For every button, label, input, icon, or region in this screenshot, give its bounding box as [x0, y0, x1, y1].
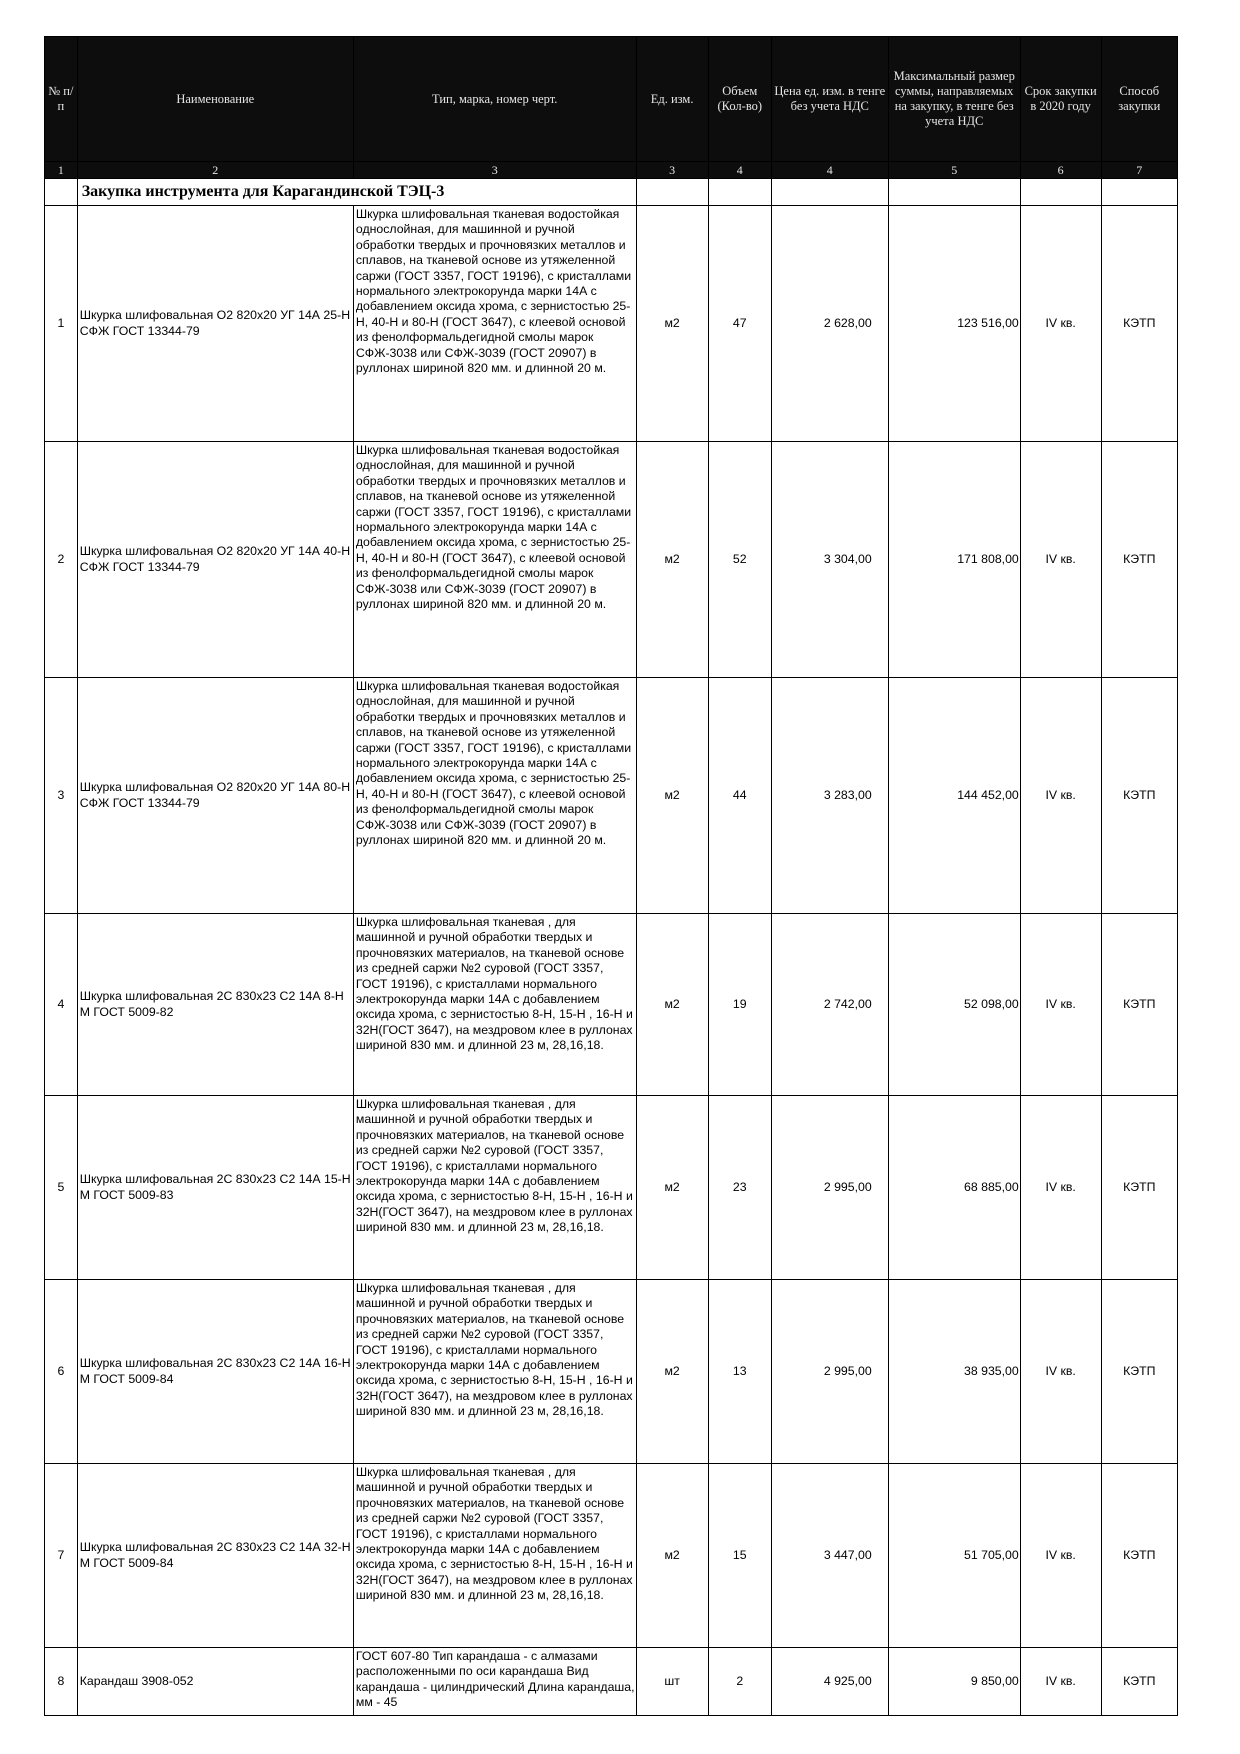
row-number: 6	[45, 1280, 78, 1464]
item-description: Шкурка шлифовальная тканевая водостойкая однослойная, для машинной и ручной обработки твердых и прочновязких металлов и сплавов, на тканевой основе из утяжеленной саржи (ГОСТ 3357, ГОСТ 19196), с кристаллами нормального электрокорунда марки 14А с добавлением оксида хрома, с зернистостью 25-Н, 40-Н и 80-Н (ГОСТ 3647), с клеевой основой из фенолформальдегидной смолы марок СФЖ-3038 или СФЖ-3039 (ГОСТ 20907) в руллонах шириной 820 мм. и длинной 20 м.	[353, 206, 636, 442]
item-price: 2 995,00	[771, 1096, 888, 1280]
header-cell-type: Тип, марка, номер черт.	[353, 37, 636, 162]
section-spacer	[1020, 179, 1101, 206]
item-description: Шкурка шлифовальная тканевая , для машинной и ручной обработки твердых и прочновязких материалов, на тканевой основе из средней саржи №2 суровой (ГОСТ 3357, ГОСТ 19196), с кристаллами нормального электрокорунда марки 14А с добавлением оксида хрома, с зернистостью 8-Н, 15-Н , 16-Н и 32Н(ГОСТ 3647), на мездровом клее в руллонах шириной 830 мм. и длинной 23 м, 28,16,18.	[353, 1464, 636, 1648]
item-price: 4 925,00	[771, 1648, 888, 1716]
table-row	[45, 206, 1178, 442]
column-number: 3	[636, 162, 708, 179]
item-method: КЭТП	[1101, 678, 1177, 914]
item-price: 2 995,00	[771, 1280, 888, 1464]
section-spacer	[636, 179, 708, 206]
item-term: IV кв.	[1020, 1280, 1101, 1464]
item-unit: м2	[636, 206, 708, 442]
row-number: 7	[45, 1464, 78, 1648]
item-price: 3 283,00	[771, 678, 888, 914]
item-method: КЭТП	[1101, 1464, 1177, 1648]
section-spacer	[45, 179, 78, 206]
item-description: Шкурка шлифовальная тканевая , для машинной и ручной обработки твердых и прочновязких материалов, на тканевой основе из средней саржи №2 суровой (ГОСТ 3357, ГОСТ 19196), с кристаллами нормального электрокорунда марки 14А с добавлением оксида хрома, с зернистостью 8-Н, 15-Н , 16-Н и 32Н(ГОСТ 3647), на мездровом клее в руллонах шириной 830 мм. и длинной 23 м, 28,16,18.	[353, 1280, 636, 1464]
header-cell-number: № п/п	[45, 37, 78, 162]
item-price: 2 742,00	[771, 914, 888, 1096]
item-sum: 123 516,00	[888, 206, 1020, 442]
header-cell-unit: Ед. изм.	[636, 37, 708, 162]
item-term: IV кв.	[1020, 1096, 1101, 1280]
item-quantity: 2	[708, 1648, 771, 1716]
header-cell-method: Способ закупки	[1101, 37, 1177, 162]
item-unit: м2	[636, 678, 708, 914]
header-cell-name: Наименование	[77, 37, 353, 162]
column-number: 6	[1020, 162, 1101, 179]
row-number: 5	[45, 1096, 78, 1280]
section-title: Закупка инструмента для Карагандинской ТЭЦ-3	[77, 179, 636, 206]
row-number: 3	[45, 678, 78, 914]
item-unit: м2	[636, 1464, 708, 1648]
row-number: 1	[45, 206, 78, 442]
item-price: 3 447,00	[771, 1464, 888, 1648]
row-number: 2	[45, 442, 78, 678]
item-name: Шкурка шлифовальная 2С 830х23 С2 14А 32-Н М ГОСТ 5009-84	[77, 1464, 353, 1648]
row-number: 4	[45, 914, 78, 1096]
item-quantity: 15	[708, 1464, 771, 1648]
table-row	[45, 1096, 1178, 1280]
table-row	[45, 678, 1178, 914]
table-row	[45, 914, 1178, 1096]
column-number: 1	[45, 162, 78, 179]
table-row	[45, 1464, 1178, 1648]
table-row	[45, 1648, 1178, 1716]
procurement-sheet	[44, 36, 1178, 1716]
item-sum: 171 808,00	[888, 442, 1020, 678]
row-number: 8	[45, 1648, 78, 1716]
item-quantity: 19	[708, 914, 771, 1096]
item-sum: 9 850,00	[888, 1648, 1020, 1716]
column-number: 5	[888, 162, 1020, 179]
item-price: 2 628,00	[771, 206, 888, 442]
item-name: Карандаш 3908-052	[77, 1648, 353, 1716]
item-term: IV кв.	[1020, 914, 1101, 1096]
item-description: Шкурка шлифовальная тканевая водостойкая однослойная, для машинной и ручной обработки твердых и прочновязких металлов и сплавов, на тканевой основе из утяжеленной саржи (ГОСТ 3357, ГОСТ 19196), с кристаллами нормального электрокорунда марки 14А с добавлением оксида хрома, с зернистостью 25-Н, 40-Н и 80-Н (ГОСТ 3647), с клеевой основой из фенолформальдегидной смолы марок СФЖ-3038 или СФЖ-3039 (ГОСТ 20907) в руллонах шириной 820 мм. и длинной 20 м.	[353, 442, 636, 678]
header-cell-price: Цена ед. изм. в тенге без учета НДС	[771, 37, 888, 162]
item-quantity: 44	[708, 678, 771, 914]
item-name: Шкурка шлифовальная О2 820х20 УГ 14А 25-Н СФЖ ГОСТ 13344-79	[77, 206, 353, 442]
item-sum: 52 098,00	[888, 914, 1020, 1096]
item-term: IV кв.	[1020, 206, 1101, 442]
item-price: 3 304,00	[771, 442, 888, 678]
item-unit: м2	[636, 442, 708, 678]
procurement-table	[44, 36, 1178, 1716]
item-description: ГОСТ 607-80 Тип карандаша - с алмазами расположенными по оси карандаша Вид карандаша - цилиндрический Длина карандаша, мм - 45	[353, 1648, 636, 1716]
item-term: IV кв.	[1020, 1648, 1101, 1716]
item-quantity: 13	[708, 1280, 771, 1464]
column-number: 4	[708, 162, 771, 179]
section-spacer	[1101, 179, 1177, 206]
item-unit: м2	[636, 1280, 708, 1464]
item-description: Шкурка шлифовальная тканевая , для машинной и ручной обработки твердых и прочновязких материалов, на тканевой основе из средней саржи №2 суровой (ГОСТ 3357, ГОСТ 19196), с кристаллами нормального электрокорунда марки 14А с добавлением оксида хрома, с зернистостью 8-Н, 15-Н , 16-Н и 32Н(ГОСТ 3647), на мездровом клее в руллонах шириной 830 мм. и длинной 23 м, 28,16,18.	[353, 914, 636, 1096]
section-spacer	[708, 179, 771, 206]
section-row	[45, 179, 1178, 206]
item-method: КЭТП	[1101, 442, 1177, 678]
column-number: 4	[771, 162, 888, 179]
header-cell-max-sum: Максимальный размер суммы, направляемых на закупку, в тенге без учета НДС	[888, 37, 1020, 162]
item-method: КЭТП	[1101, 914, 1177, 1096]
section-spacer	[888, 179, 1020, 206]
item-method: КЭТП	[1101, 206, 1177, 442]
item-name: Шкурка шлифовальная 2С 830х23 С2 14А 8-Н М ГОСТ 5009-82	[77, 914, 353, 1096]
item-quantity: 47	[708, 206, 771, 442]
item-description: Шкурка шлифовальная тканевая водостойкая однослойная, для машинной и ручной обработки твердых и прочновязких металлов и сплавов, на тканевой основе из утяжеленной саржи (ГОСТ 3357, ГОСТ 19196), с кристаллами нормального электрокорунда марки 14А с добавлением оксида хрома, с зернистостью 25-Н, 40-Н и 80-Н (ГОСТ 3647), с клеевой основой из фенолформальдегидной смолы марок СФЖ-3038 или СФЖ-3039 (ГОСТ 20907) в руллонах шириной 820 мм. и длинной 20 м.	[353, 678, 636, 914]
item-term: IV кв.	[1020, 678, 1101, 914]
item-sum: 144 452,00	[888, 678, 1020, 914]
table-row	[45, 442, 1178, 678]
header-cell-quantity: Объем (Кол-во)	[708, 37, 771, 162]
header-cell-term: Срок закупки в 2020 году	[1020, 37, 1101, 162]
item-name: Шкурка шлифовальная О2 820х20 УГ 14А 40-Н СФЖ ГОСТ 13344-79	[77, 442, 353, 678]
item-unit: шт	[636, 1648, 708, 1716]
item-term: IV кв.	[1020, 1464, 1101, 1648]
item-unit: м2	[636, 1096, 708, 1280]
item-name: Шкурка шлифовальная 2С 830х23 С2 14А 15-Н М ГОСТ 5009-83	[77, 1096, 353, 1280]
header-row	[45, 37, 1178, 162]
column-number: 7	[1101, 162, 1177, 179]
item-quantity: 23	[708, 1096, 771, 1280]
section-spacer	[771, 179, 888, 206]
item-sum: 51 705,00	[888, 1464, 1020, 1648]
column-number-row	[45, 162, 1178, 179]
item-method: КЭТП	[1101, 1280, 1177, 1464]
item-quantity: 52	[708, 442, 771, 678]
item-sum: 38 935,00	[888, 1280, 1020, 1464]
item-name: Шкурка шлифовальная О2 820х20 УГ 14А 80-Н СФЖ ГОСТ 13344-79	[77, 678, 353, 914]
item-term: IV кв.	[1020, 442, 1101, 678]
item-sum: 68 885,00	[888, 1096, 1020, 1280]
column-number: 3	[353, 162, 636, 179]
item-method: КЭТП	[1101, 1648, 1177, 1716]
table-row	[45, 1280, 1178, 1464]
item-name: Шкурка шлифовальная 2С 830х23 С2 14А 16-Н М ГОСТ 5009-84	[77, 1280, 353, 1464]
item-unit: м2	[636, 914, 708, 1096]
column-number: 2	[77, 162, 353, 179]
item-method: КЭТП	[1101, 1096, 1177, 1280]
item-description: Шкурка шлифовальная тканевая , для машинной и ручной обработки твердых и прочновязких материалов, на тканевой основе из средней саржи №2 суровой (ГОСТ 3357, ГОСТ 19196), с кристаллами нормального электрокорунда марки 14А с добавлением оксида хрома, с зернистостью 8-Н, 15-Н , 16-Н и 32Н(ГОСТ 3647), на мездровом клее в руллонах шириной 830 мм. и длинной 23 м, 28,16,18.	[353, 1096, 636, 1280]
